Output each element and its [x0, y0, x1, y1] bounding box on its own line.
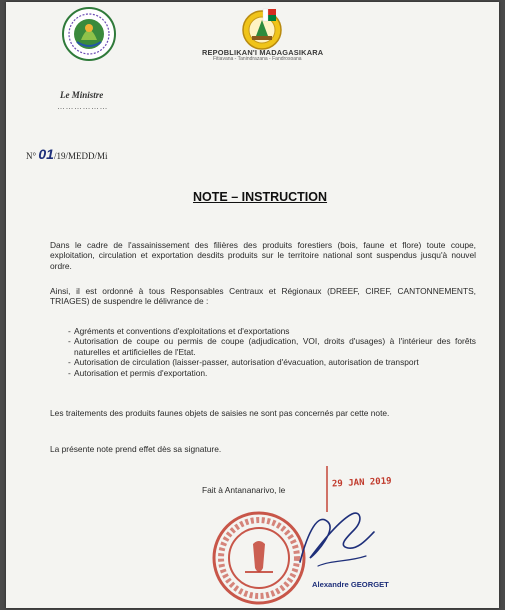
ministry-logo — [61, 6, 117, 62]
document-page — [6, 2, 499, 608]
reference-number — [26, 146, 107, 162]
document-title: NOTE – INSTRUCTION — [193, 190, 328, 204]
reference-suffix: /19/MEDD/Mi — [53, 151, 108, 161]
place-of-signing: Fait à Antananarivo, le — [202, 485, 286, 495]
reference-handwritten-number: 01 — [38, 146, 54, 162]
minister-dots: ……………… — [57, 102, 108, 111]
reference-prefix: N° — [26, 151, 37, 161]
date-stamp: 29 JAN 2019 — [331, 476, 392, 490]
paragraph-effect: La présente note prend effet dès sa signature. — [50, 444, 222, 454]
suspended-items-list — [50, 326, 476, 378]
coat-of-arms-emblem — [238, 6, 286, 54]
paragraph-exception: Les traitements des produits faunes objets de saisies ne sont pas concernés par cette note. — [50, 408, 390, 418]
paragraph-order: Ainsi, il est ordonné à tous Responsables Centraux et Régionaux (DREEF, CIREF, CANTONNEMENTS, TRIAGES) de suspendre le délivrance de : — [50, 286, 476, 307]
paragraph-intro: Dans le cadre de l'assainissement des filières des produits forestiers (bois, faune et flore) toute coupe, exploitation, circulation et exportation desdits produits sur le territoire national sont suspendus jusqu'à nouvel ordre. — [50, 240, 476, 271]
list-item: - Agréments et conventions d'exploitations et d'exportations — [50, 326, 476, 336]
minister-label: Le Ministre — [60, 90, 104, 100]
list-item: - Autorisation de circulation (laisser-passer, autorisation d'évacuation, autorisation de transport — [50, 357, 476, 367]
handwritten-signature — [288, 502, 378, 578]
republic-name: REPOBLIKAN'I MADAGASIKARA — [202, 48, 324, 57]
signer-name: Alexandre GEORGET — [312, 580, 389, 589]
list-item: - Autorisation de coupe ou permis de coupe (adjudication, VOI, droits d'usages) à l'intérieur des forêts naturelles et artificielles de l'Etat. — [50, 336, 476, 357]
list-item: - Autorisation et permis d'exportation. — [50, 368, 476, 378]
republic-motto: Fitiavana - Tanindrazana - Fandrosoana — [213, 56, 302, 62]
